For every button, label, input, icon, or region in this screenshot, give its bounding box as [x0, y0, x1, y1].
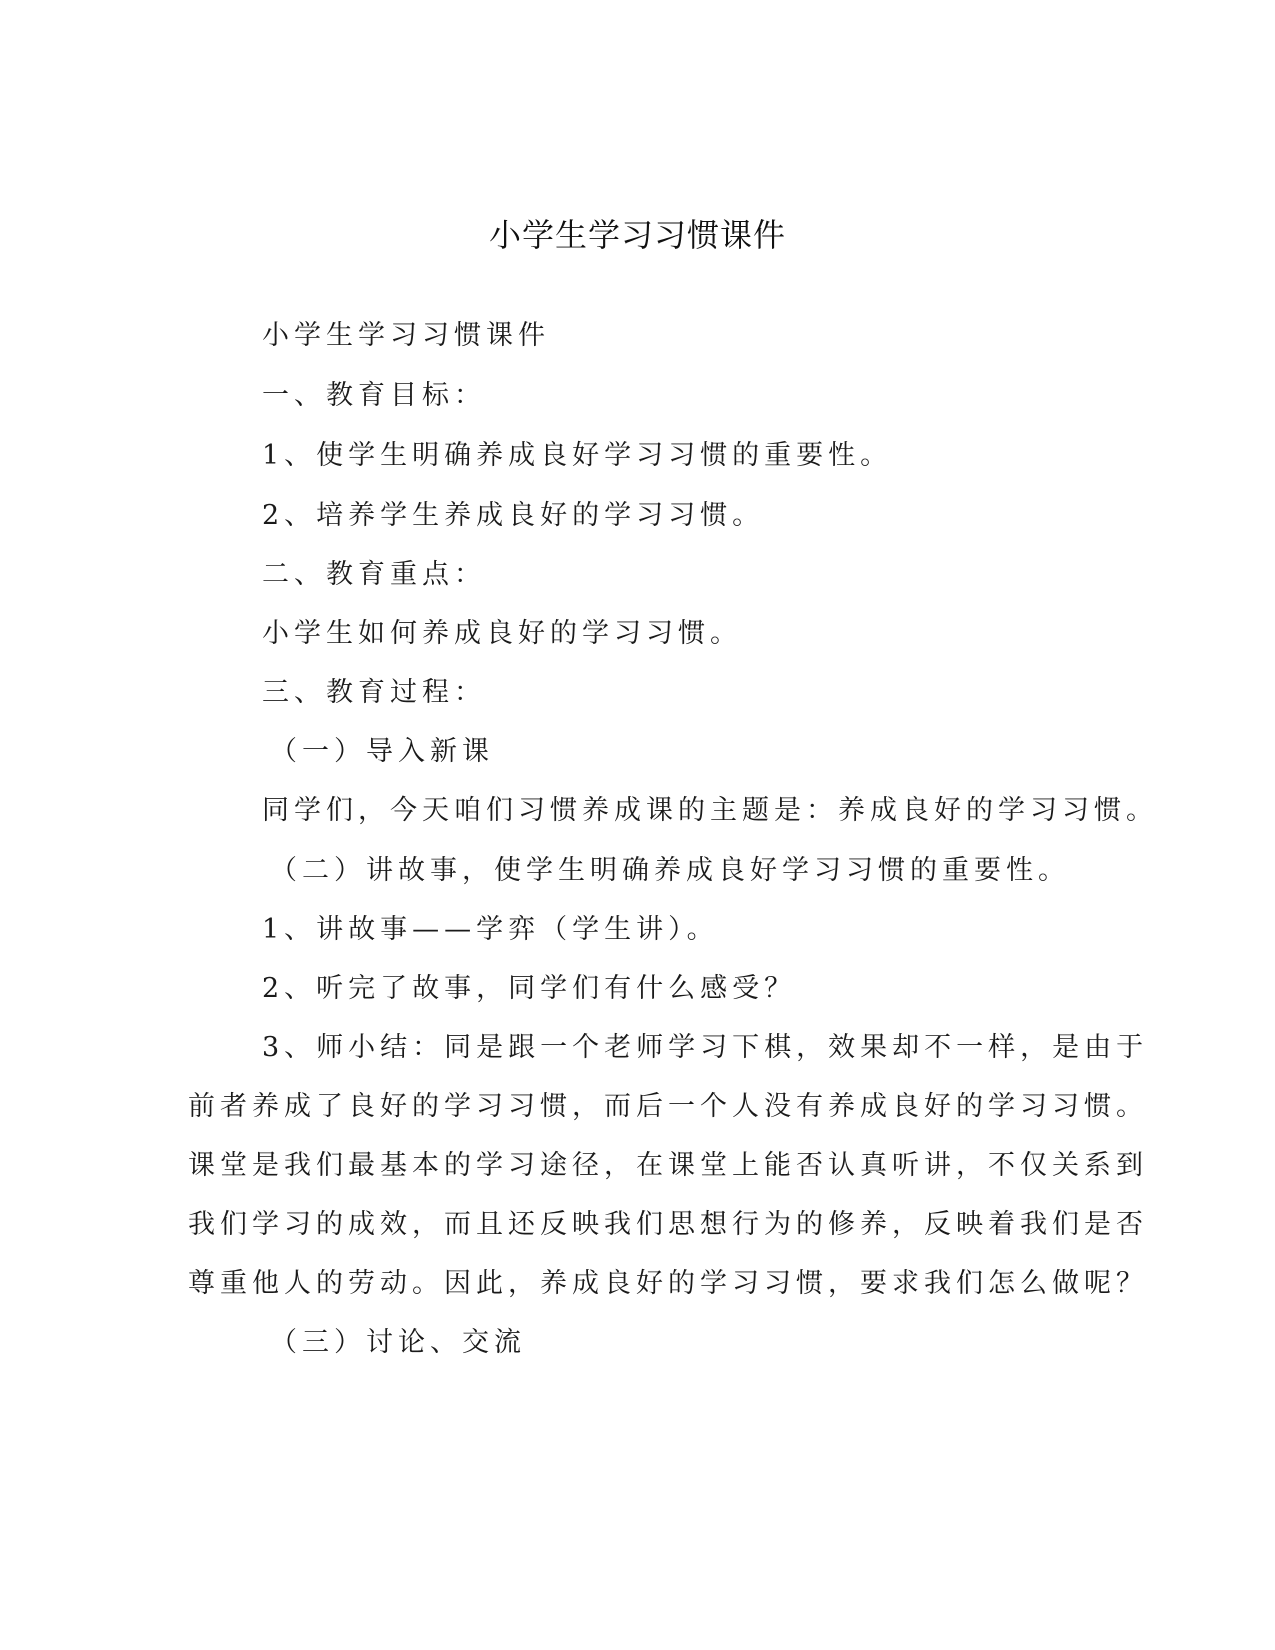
document-title: 小学生学习习惯课件	[488, 216, 786, 254]
body-line-goal-1: 1、使学生明确养成良好学习习惯的重要性。	[262, 440, 893, 471]
body-line-goal-2: 2、培养学生养成良好的学习习惯。	[262, 500, 765, 531]
body-line-summary-2: 前者养成了良好的学习习惯，而后一个人没有养成良好的学习习惯。	[188, 1091, 1148, 1122]
body-line-section-1: 一、教育目标：	[262, 380, 486, 411]
body-line-subtitle: 小学生学习习惯课件	[262, 320, 550, 351]
body-line-summary-5: 尊重他人的劳动。因此，养成良好的学习习惯，要求我们怎么做呢？	[188, 1268, 1148, 1299]
body-line-story-2: 2、听完了故事，同学们有什么感受？	[262, 973, 797, 1004]
body-line-story-1: 1、讲故事——学弈（学生讲）。	[262, 914, 719, 945]
body-line-section-2: 二、教育重点：	[262, 559, 486, 590]
body-line-summary-start: 3、师小结：同是跟一个老师学习下棋，效果却不一样，是由于	[262, 1032, 1149, 1063]
body-line-section-3: 三、教育过程：	[262, 677, 486, 708]
body-line-step-3: （三）讨论、交流	[270, 1327, 526, 1358]
body-line-summary-4: 我们学习的成效，而且还反映我们思想行为的修养，反映着我们是否	[188, 1209, 1148, 1240]
body-line-summary-3: 课堂是我们最基本的学习途径，在课堂上能否认真听讲，不仅关系到	[188, 1150, 1148, 1181]
body-line-step-2: （二）讲故事，使学生明确养成良好学习习惯的重要性。	[270, 855, 1070, 886]
body-line-focus: 小学生如何养成良好的学习习惯。	[262, 618, 742, 649]
body-line-intro: 同学们，今天咱们习惯养成课的主题是：养成良好的学习习惯。	[262, 795, 1158, 826]
body-line-step-1: （一）导入新课	[270, 736, 494, 767]
